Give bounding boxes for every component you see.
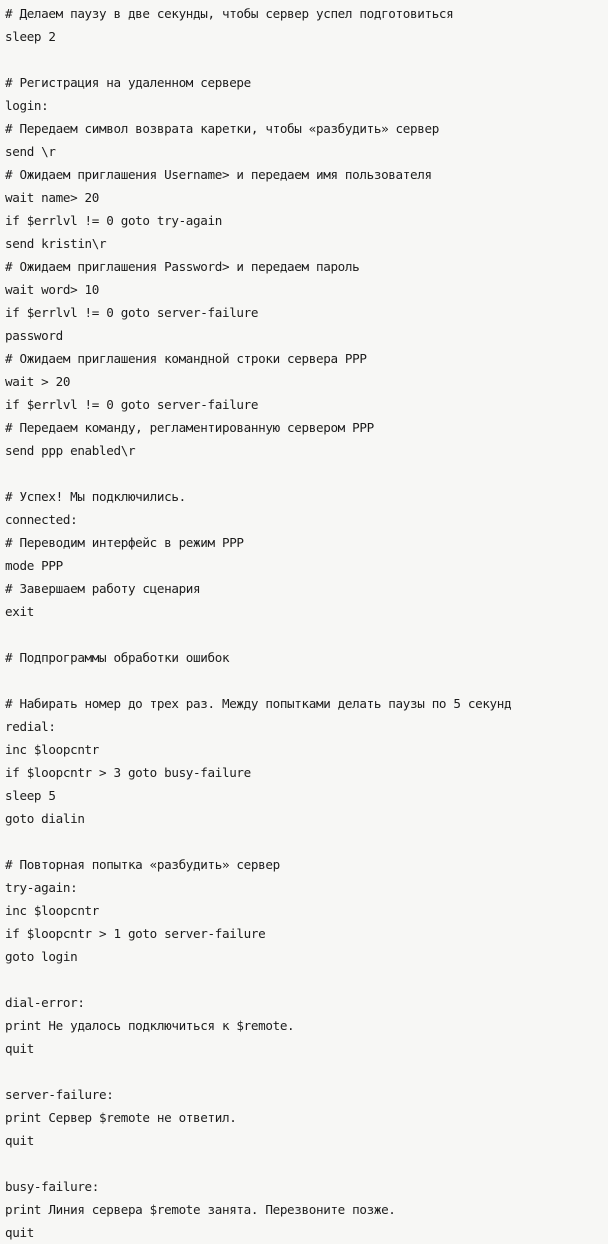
code-line: mode PPP [5, 558, 63, 573]
code-line: quit [5, 1225, 34, 1240]
code-line: if $errlvl != 0 goto server-failure [5, 305, 259, 320]
blank-line [5, 968, 605, 991]
code-line: if $loopcntr > 1 goto server-failure [5, 926, 266, 941]
code-line: quit [5, 1133, 34, 1148]
label-line: connected: [5, 512, 78, 527]
code-line: wait word> 10 [5, 282, 100, 297]
code-line: inc $loopcntr [5, 903, 100, 918]
comment-line: # Ожидаем приглашения командной строки сервера PPP [5, 351, 367, 366]
code-line: sleep 5 [5, 788, 56, 803]
comment-line: # Набирать номер до трех раз. Между попытками делать паузы по 5 секунд [5, 696, 512, 711]
label-line: dial-error: [5, 995, 85, 1010]
code-line: sleep 2 [5, 29, 56, 44]
label-line: redial: [5, 719, 56, 734]
code-line: wait name> 20 [5, 190, 100, 205]
label-line: server-failure: [5, 1087, 114, 1102]
comment-line: # Завершаем работу сценария [5, 581, 201, 596]
code-line: if $errlvl != 0 goto try-again [5, 213, 222, 228]
label-line: busy-failure: [5, 1179, 100, 1194]
code-line: print Сервер $remote не ответил. [5, 1110, 237, 1125]
code-line: inc $loopcntr [5, 742, 100, 757]
comment-line: # Передаем команду, регламентированную сервером PPP [5, 420, 374, 435]
comment-line: # Повторная попытка «разбудить» сервер [5, 857, 280, 872]
blank-line [5, 1060, 605, 1083]
code-line: goto login [5, 949, 78, 964]
label-line: login: [5, 98, 49, 113]
comment-line: # Регистрация на удаленном сервере [5, 75, 251, 90]
code-line: print Не удалось подключиться к $remote. [5, 1018, 295, 1033]
comment-line: # Ожидаем приглашения Username> и передаем имя пользователя [5, 167, 432, 182]
blank-line [5, 462, 605, 485]
comment-line: # Подпрограммы обработки ошибок [5, 650, 230, 665]
blank-line [5, 669, 605, 692]
code-line: send ppp enabled\r [5, 443, 136, 458]
comment-line: # Переводим интерфейс в режим PPP [5, 535, 244, 550]
code-line: if $errlvl != 0 goto server-failure [5, 397, 259, 412]
code-line: send \r [5, 144, 56, 159]
code-line: print Линия сервера $remote занята. Перезвоните позже. [5, 1202, 396, 1217]
code-line: if $loopcntr > 3 goto busy-failure [5, 765, 251, 780]
code-line: password [5, 328, 63, 343]
blank-line [5, 48, 605, 71]
code-line: goto dialin [5, 811, 85, 826]
blank-line [5, 830, 605, 853]
code-line: quit [5, 1041, 34, 1056]
blank-line [5, 1152, 605, 1175]
label-line: try-again: [5, 880, 78, 895]
script-listing [5, 2, 605, 1244]
code-line: wait > 20 [5, 374, 71, 389]
code-line: send kristin\r [5, 236, 107, 251]
comment-line: # Передаем символ возврата каретки, чтобы «разбудить» сервер [5, 121, 439, 136]
comment-line: # Ожидаем приглашения Password> и передаем пароль [5, 259, 360, 274]
comment-line: # Делаем паузу в две секунды, чтобы сервер успел подготовиться [5, 6, 454, 21]
blank-line [5, 623, 605, 646]
comment-line: # Успех! Мы подключились. [5, 489, 186, 504]
code-line: exit [5, 604, 34, 619]
